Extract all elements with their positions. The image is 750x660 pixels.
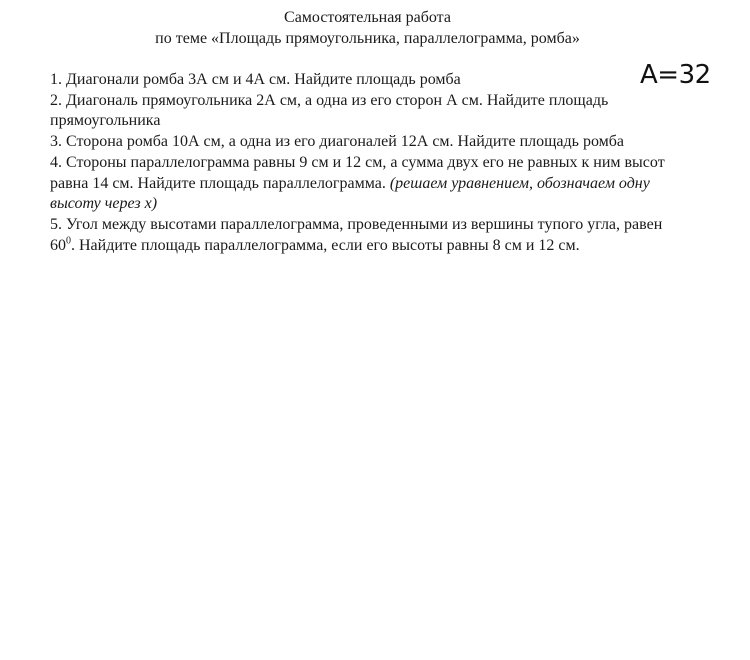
task-2: 2. Диагональ прямоугольника 2А см, а одна из его сторон А см. Найдите площадь прямоугольника bbox=[50, 91, 609, 130]
document-title: Самостоятельная работа bbox=[284, 9, 451, 26]
task-4 bbox=[50, 153, 690, 215]
task-list bbox=[50, 70, 690, 256]
task-5-text-before: 5. Угол между высотами параллелограмма, проведенными из вершины тупого угла, равен 60 bbox=[50, 215, 663, 254]
document-subtitle: по теме «Площадь прямоугольника, параллелограмма, ромба» bbox=[155, 30, 580, 47]
task-4-text: 4. Стороны параллелограмма равны 9 см и 12 см, а сумма двух его не равных к ним высот равна 14 см. Найдите площадь параллелограмма. bbox=[50, 153, 665, 192]
task-4-hint: (решаем уравнением, обозначаем одну высоту через х) bbox=[50, 174, 650, 213]
task-5-text-after: . Найдите площадь параллелограмма, если его высоты равны 8 см и 12 см. bbox=[71, 236, 580, 254]
task-5 bbox=[50, 215, 690, 256]
degree-superscript: 0 bbox=[66, 235, 71, 247]
task-1: 1. Диагонали ромба 3А см и 4А см. Найдите площадь ромба bbox=[50, 71, 461, 88]
handwritten-note: A=32 bbox=[640, 60, 711, 90]
task-3: 3. Сторона ромба 10А см, а одна из его диагоналей 12А см. Найдите площадь ромба bbox=[50, 133, 625, 151]
